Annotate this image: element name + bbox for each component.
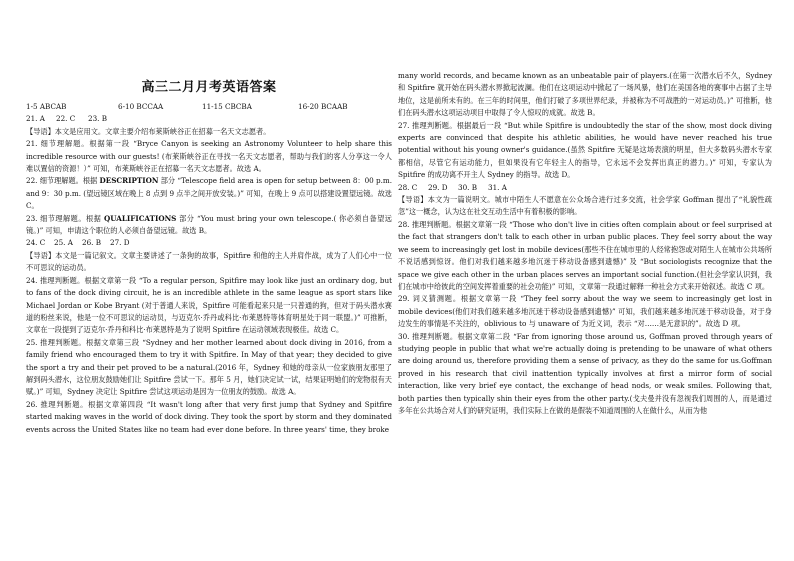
answer-key: 28. C — [398, 182, 418, 192]
answer-row-1 — [26, 101, 392, 113]
answer-key: 25. A — [54, 238, 73, 248]
answer-key: 1-5 ABCAB — [26, 102, 67, 111]
explanation-26-continued: many world records, and became known as an unbeatable pair of players.(在第一次潜水后不久，Sydney 和 Spitfire 就开始在码头潜水界掀起波澜。他们在这项运动中掀起了一场风暴，他们在美国各地的赛事中占据了主导地位，这是前所未有的。在三年的时间里，他们打破了多项世界纪录，并被称为不可战胜的一对运动员。)” 可推断，他们在码头潜水这项运动项目中取得了令人惊叹的成就。故选 B。 — [398, 71, 772, 118]
answer-key: 6-10 BCCAA — [118, 102, 164, 111]
answer-row-3 — [26, 237, 392, 249]
left-column — [26, 76, 392, 436]
intro-paragraph: 【导语】本文是一篇记叙文。文章主要讲述了一条狗的故事，Spitfire 和他的主人并肩作战，成为了人们心中一位不可思议的运动员。 — [26, 250, 392, 273]
explanation-22: 22. 细节理解题。根据 DESCRIPTION 部分 “Telescope field area is open for setup between 8：00 p.m. and 9：30 p.m. (望远镜区域在晚上 8 点到 9 点半之间开放安装。)” 可知，在晚上 9 点可以搭建设置望远镜。故选 C。 — [26, 176, 392, 211]
answer-key: 11-15 CBCBA — [202, 102, 252, 111]
explanation-24: 24. 推理判断题。根据文章第一段 “To a regular person, Spitfire may look like just an ordinary dog, but to fans of the dock diving circuit, he is an incredible athlete in the same league as sport stars like Michael Jordan or Kobe Bryant (对于普通人来说，Spitfire 可能看起来只是一只普通的狗，但对于码头潜水赛道的粉丝来说，他是一位不可思议的运动员，与迈克尔·乔丹或科比·布莱恩特等体育明星处于同一联盟。)” 可推断，文章在一段提到了迈克尔·乔丹和科比·布莱恩特是为了说明 Spitfire 在运动领域表现极佳。故选 C。 — [26, 275, 392, 335]
answer-key: 23. B — [88, 114, 107, 124]
answer-key: 30. B — [458, 182, 477, 192]
answer-key: 31. A — [488, 182, 507, 192]
intro-paragraph: 【导语】本文是应用文。文章主要介绍布莱斯峡谷正在招募一名天文志愿者。 — [26, 126, 271, 136]
explanation-30: 30. 推理判断题。根据文章第二段 “Far from ignoring those around us, Goffman proved through years of studying people in public that what we're actually doing is pretending to be unaware of what others are doing around us, therefore providing them a sense of privacy, as they do the same for us.Goffman proved in his research that civil inattention typically involves at first a mirror form of social interaction, like very brief eye contact, the exchange of head nods, or weak smiles. Following that, both parties then typically shin their eyes from the other party.(戈夫曼并没有忽视我们周围的人，而是通过多年在公共场合对人们的研究证明，我们实际上在做的是假装不知道周围的人在做什么，从而为他 — [398, 331, 772, 415]
answer-key: 22. C — [56, 114, 76, 124]
answer-key: 16-20 BCAAB — [298, 102, 348, 111]
explanation-27: 27. 推理判断题。根据最后一段 “But while Spitfire is undoubtedly the star of the show, most dock diving experts are convinced that despite his athletic abilities, he would have never reached his true potential without his young owner's guidance.(虽然 Spitfire 无疑是这场表演的明星，但大多数码头潜水专家都相信，尽管它有运动能力，但如果没有它年轻主人的指导，它永远不会发挥出真正的潜力。)” 可知，专家认为 Spitfire 的成功离不开主人 Sydney 的指导。故选 D。 — [398, 120, 772, 180]
explanation-28: 28. 推理判断题。根据文章第一段 “Those who don't live in cities often complain about or feel surprised at the fact that strangers don't talk to each other in urban public places. They feel sorry about the way we seem to increasingly get lost in mobile devices(那些不住在城市里的人经常抱怨或对陌生人在城市公共场所不说话感到惊讶。他们对我们越来越多地沉迷于移动设备感到遗憾)” 及 “But sociologists recognize that the space we give each other in the urban places serves an important social function.(但社会学家认识到，我们在城市中给彼此的空间发挥着重要的社会功能)” 可知，文章第一段通过解释一种社会方式来开始叙述。故选 C 项。 — [398, 219, 772, 291]
explanation-29: 29. 词义猜测题。根据文章第一段 “They feel sorry about the way we seem to increasingly get lost in mobile devices(他们对我们越来越多地沉迷于移动设备感到遗憾)” 可知，我们越来越多地沉迷于移动设备，对于身边发生的事情是不关注的，oblivious to 与 unaware of 为近义词，表示 “对……是无意识的”。故选 D 项。 — [398, 294, 772, 329]
answer-key: 29. D — [428, 182, 448, 192]
answer-key: 24. C — [26, 238, 46, 248]
explanation-23: 23. 细节理解题。根据 QUALIFICATIONS 部分 “You must bring your own telescope.( 你必须自备望远镜。)” 可知，申请这个职位的人必须自备望远镜。故选 B。 — [26, 213, 392, 236]
answer-key: 21. A — [26, 114, 45, 124]
answer-key: 26. B — [82, 238, 101, 248]
explanation-26: 26. 推理判断题。根据文章第四段 “It wasn't long after that very first jump that Sydney and Spitfire started making waves in the world of dock diving. They took the sport by storm and they dominated events across the United States like no team had ever done before. In three years' time, they broke — [26, 399, 392, 434]
page-title: 高三二月月考英语答案 — [141, 80, 277, 95]
intro-paragraph: 【导语】本文为一篇说明文。城市中陌生人不愿意在公众场合进行过多交流，社会学家 Goffman 提出了“礼貌性疏忽”这一概念，认为这在社交互动生活中有着积极的影响。 — [398, 195, 772, 217]
explanation-25: 25. 推理判断题。根据文章第三段 “Sydney and her mother learned about dock diving in 2016, from a family friend who encouraged them to try it with Spitfire. In May of that year; they decided to give the sport a try and their pet proved to be a natural.(2016 年，Sydney 和她的母亲从一位家族朋友那里了解到码头潜水，这位朋友鼓励她们让 Spitfire 尝试一下。那年 5 月，她们决定试一试，结果证明她们的宠物很有天赋。)” 可知，Sydney 决定让 Spitfire 尝试这项运动是因为一位朋友的鼓励。故选 A。 — [26, 337, 392, 397]
explanation-21: 21. 细节理解题。根据第一段 “Bryce Canyon is seeking an Astronomy Volunteer to help share this incredible resource with our guests! (布莱斯峡谷正在寻找一名天文志愿者，帮助与我们的客人分享这一令人难以置信的资源！）” 可知，布莱斯峡谷正在招募一名天文志愿者。故选 A。 — [26, 139, 392, 174]
answer-row-2 — [26, 113, 392, 125]
right-column — [398, 70, 772, 417]
answer-row-4 — [398, 182, 772, 194]
answer-key: 27. D — [110, 238, 130, 248]
